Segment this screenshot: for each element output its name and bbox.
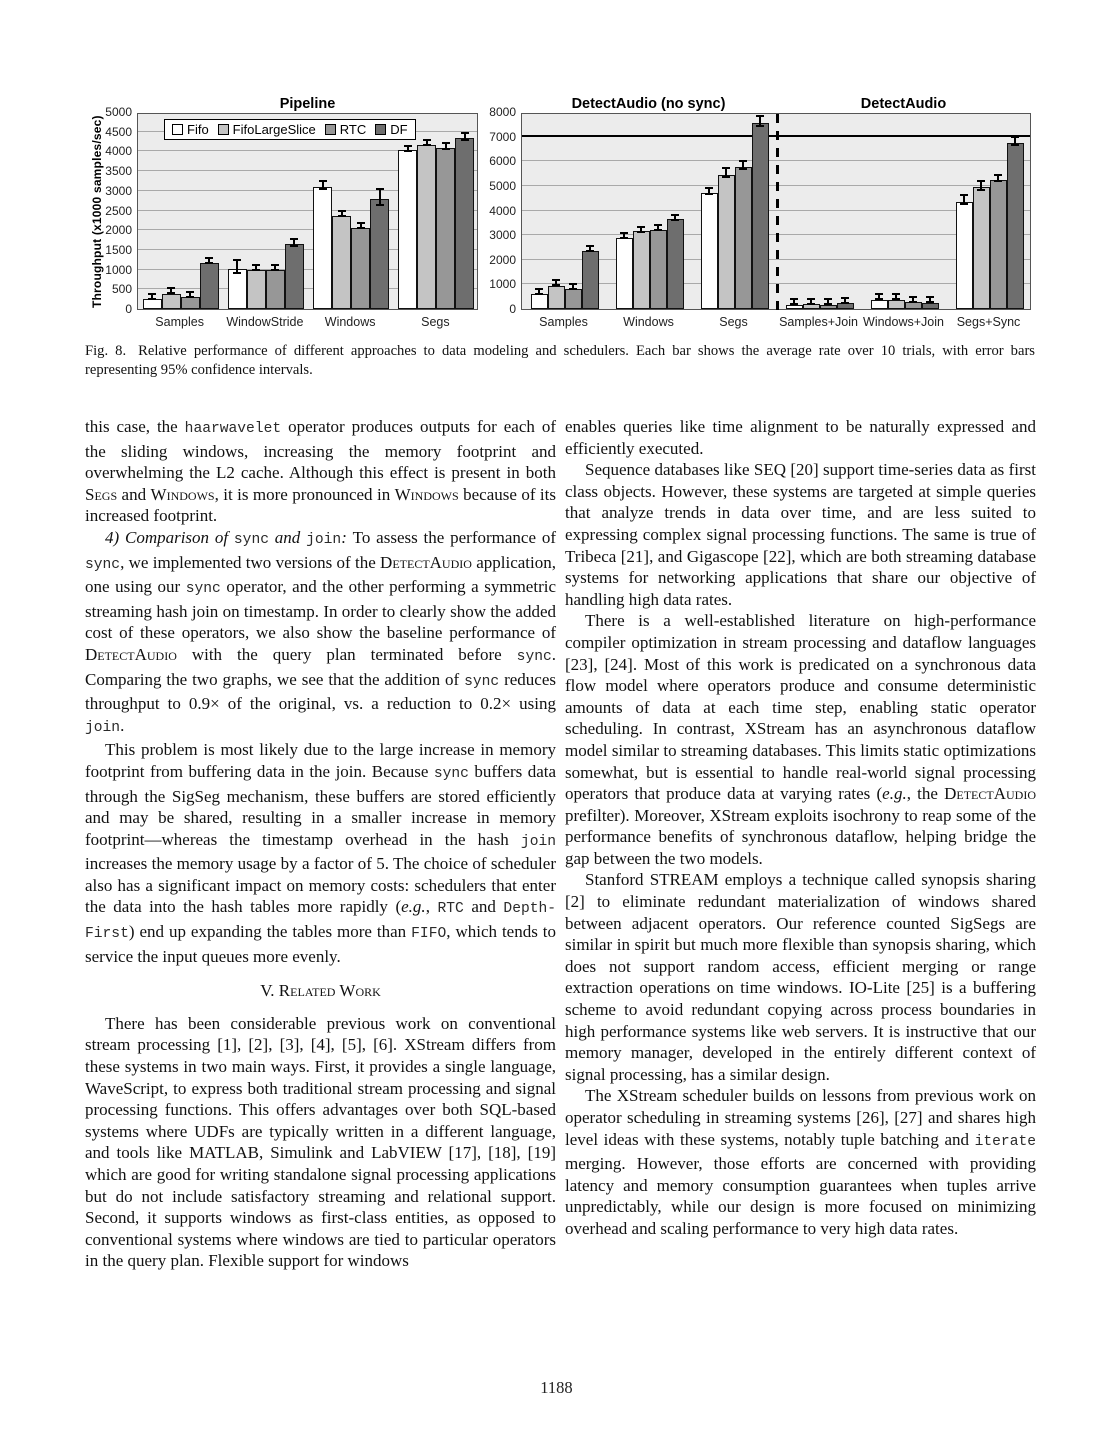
error-bar	[654, 224, 662, 231]
x-category-label: Samples	[155, 315, 204, 329]
legend-item	[172, 122, 209, 137]
text-segment: .	[120, 715, 125, 735]
error-bar	[569, 283, 577, 290]
y-tick-label: 2500	[105, 203, 132, 218]
paragraph	[85, 739, 556, 967]
y-tick-label: 3500	[105, 164, 132, 179]
error-bar	[892, 293, 900, 300]
y-tick-label: 6000	[489, 154, 516, 169]
bar	[752, 123, 769, 309]
bar	[398, 150, 417, 309]
y-tick-label: 0	[125, 302, 132, 316]
text-segment: FIFO	[411, 926, 447, 943]
y-tick-label: 2000	[489, 252, 516, 267]
text-segment: enables queries like time alignment to be naturally expressed and efficiently executed.	[565, 417, 1036, 458]
y-tick-label: 5000	[105, 105, 132, 119]
bar	[786, 305, 803, 309]
error-bar	[671, 214, 679, 221]
text-segment: Depth-First	[85, 901, 557, 943]
y-tick-label: 5000	[489, 178, 516, 193]
error-bar	[357, 222, 365, 229]
legend	[164, 119, 416, 140]
bar	[162, 294, 181, 309]
text-segment: DetectAudio	[85, 644, 177, 664]
error-bar	[423, 139, 431, 147]
legend-label: Fifo	[187, 122, 209, 137]
text-segment: sync	[233, 531, 269, 548]
error-bar	[790, 298, 798, 305]
error-bar	[167, 287, 175, 294]
text-segment: and	[268, 527, 307, 547]
bar	[436, 148, 455, 309]
x-category-label: Samples+Join	[779, 315, 858, 329]
pipeline-chart	[88, 96, 480, 338]
text-segment: because of its increased footprint.	[85, 484, 556, 526]
bar	[803, 304, 820, 309]
text-segment: This problem is most likely due to the large increase in memory footprint from buffering data in the join. Because	[85, 740, 556, 781]
paragraph	[85, 1013, 556, 1272]
text-segment: Windows	[394, 484, 459, 504]
text-segment: Stanford STREAM employs a technique called synopsis sharing [2] to eliminate redundant materialization of windows shared between adjacent operators. Our reference counted SigSegs are similar in spirit but much more flexible than synopsis sharing, which does not support random access, efficient merging or range extraction operations on time windows. IO-Lite [25] is a buffering scheme to avoid redundant copying across process boundaries in high performance systems like web servers. It is instructive that our memory manager, developed in the entirely different context of signal processing, has a similar design.	[565, 870, 1036, 1084]
text-segment: To assess the performance of	[352, 527, 556, 547]
bar	[332, 216, 351, 309]
column-right	[565, 416, 1036, 1240]
chart-title: Pipeline	[279, 96, 336, 112]
bar	[417, 145, 436, 309]
legend-swatch	[218, 124, 229, 135]
bar	[370, 199, 389, 309]
error-bar	[875, 293, 883, 300]
text-segment: DetectAudio	[944, 784, 1036, 804]
error-bar	[994, 174, 1002, 182]
text-segment: sync	[433, 765, 469, 782]
text-segment: Sequence databases like SEQ [20] support time-series data as first class objects. However, these systems are targeted at simple queries that analyze trends in data over time, and are less suited to expressing complex signal processing functions. The same is true of Tribeca [21], and Gigascope [22], which are both streaming database systems for networking applications that share our objective of handling high data rates.	[565, 460, 1036, 609]
bar	[548, 286, 565, 309]
y-tick-label: 8000	[489, 105, 516, 119]
text-segment: increases the memory usage by a factor of 5. The choice of scheduler also has a significant impact on memory costs: schedulers that enter the data into the hash tables more rapidly (	[85, 854, 556, 917]
bar	[616, 238, 633, 309]
text-segment: . Comparing the two graphs, we see that the addition of	[85, 644, 556, 689]
bar	[650, 230, 667, 309]
legend-item	[325, 122, 366, 137]
bar	[871, 300, 888, 309]
text-segment: Related Work	[278, 981, 381, 1001]
bar	[667, 219, 684, 309]
paragraph	[85, 416, 556, 527]
x-category-label: Samples	[539, 315, 588, 329]
text-segment: join	[306, 531, 342, 548]
text-segment: join	[520, 833, 556, 850]
text-segment: Segs	[85, 484, 118, 504]
bar	[181, 297, 200, 309]
bar	[565, 289, 582, 309]
text-segment: sync	[185, 581, 221, 598]
text-segment: sync	[464, 673, 500, 690]
text-segment: RTC	[437, 901, 464, 918]
error-bar	[271, 264, 279, 271]
paragraph	[85, 527, 556, 739]
text-segment: operator produces outputs for each of the sliding windows, increasing the memory footprint and overwhelming the L2 cache. Although this effect is present in both	[85, 417, 556, 483]
bar	[266, 270, 285, 309]
bar	[990, 180, 1007, 309]
legend-swatch	[375, 124, 386, 135]
text-segment: , which tends to service the input queues more evenly.	[85, 922, 557, 966]
bar	[905, 302, 922, 309]
error-bar	[977, 180, 985, 191]
error-bar	[338, 210, 346, 217]
error-bar	[705, 187, 713, 195]
text-segment: 4) Comparison of	[105, 527, 234, 547]
bar	[888, 300, 905, 309]
y-tick-label: 0	[509, 302, 516, 316]
text-segment: V.	[260, 981, 279, 1001]
text-segment: with the query plan terminated before	[176, 644, 517, 664]
legend-item	[218, 122, 316, 137]
x-category-label: Windows+Join	[863, 315, 944, 329]
bar	[228, 269, 247, 309]
y-tick-label: 3000	[105, 183, 132, 198]
y-axis-label: Throughput (x1000 samples/sec)	[90, 115, 104, 308]
text-segment: , the	[906, 784, 945, 804]
plot-area	[521, 113, 1031, 310]
error-bar	[552, 279, 560, 286]
error-bar	[909, 296, 917, 303]
error-bar	[535, 288, 543, 295]
legend-swatch	[325, 124, 336, 135]
text-segment: this case, the	[85, 417, 185, 436]
text-segment: ) end up expanding the tables more than	[128, 922, 412, 942]
text-segment: prefilter). Moreover, XStream exploits isochrony to reap some of the performance benefits of synchronous dataflow, helping bridge the gap between the two models.	[565, 805, 1036, 868]
bar	[285, 244, 304, 309]
legend-item	[375, 122, 407, 137]
x-category-label: Windows	[623, 315, 674, 329]
bar	[1007, 143, 1024, 309]
error-bar	[233, 259, 241, 274]
y-tick-label: 4000	[489, 203, 516, 218]
text-segment: sync	[85, 556, 121, 573]
figure-caption	[85, 342, 1035, 380]
bar	[837, 303, 854, 309]
legend-label: RTC	[339, 122, 367, 137]
x-category-label: Segs+Sync	[956, 315, 1021, 329]
bar	[718, 175, 735, 309]
bar	[247, 270, 266, 309]
text-segment: , we implemented two versions of the	[120, 552, 381, 572]
error-bar	[960, 194, 968, 205]
error-bar	[186, 291, 194, 298]
text-segment: The XStream scheduler builds on lessons from previous work on operator scheduling in streaming systems [26], [27] and shares high level ideas with these systems, notably tuple batching and	[565, 1086, 1036, 1149]
paragraph	[565, 459, 1036, 610]
bar	[143, 299, 162, 309]
page-number: 1188	[540, 1378, 573, 1397]
error-bar	[722, 167, 730, 178]
text-segment: sync	[516, 648, 552, 665]
text-segment: :	[341, 527, 353, 547]
error-bar	[1011, 136, 1019, 145]
bar	[735, 167, 752, 309]
y-tick-label: 3000	[489, 228, 516, 243]
paragraph	[565, 610, 1036, 869]
y-tick-label: 1000	[489, 277, 516, 292]
paragraph	[565, 1085, 1036, 1239]
figure-8	[88, 96, 1036, 338]
legend-swatch	[172, 124, 183, 135]
text-segment: haarwavelet	[184, 421, 282, 437]
error-bar	[376, 188, 384, 205]
error-bar	[205, 257, 213, 264]
error-bar	[637, 226, 645, 233]
y-tick-label: 4500	[105, 124, 132, 139]
text-segment: iterate	[974, 1133, 1036, 1150]
bar	[455, 138, 474, 309]
bar	[633, 231, 650, 309]
text-segment: e.g.	[882, 784, 907, 804]
bar	[582, 251, 599, 309]
text-segment: , it is more pronounced in	[214, 484, 395, 504]
error-bar	[841, 297, 849, 304]
bar	[701, 193, 718, 309]
bar	[531, 294, 548, 309]
y-tick-label: 1500	[105, 242, 132, 257]
error-bar	[148, 293, 156, 300]
text-segment: ,	[425, 897, 438, 917]
text-segment: operator, and the other performing a symmetric streaming hash join on timestamp. In order to clearly show the added cost of these operators, we also show the baseline performance of	[85, 577, 557, 643]
text-segment: There has been considerable previous work on conventional stream processing [1], [2], [3], [4], [5], [6]. XStream differs from these systems in two main ways. First, it provides a single language, WaveScript, to express both traditional stream processing and signal processing functions. This offers advantages over both SQL-based systems where UDFs are typically written in a different language, and tools like MATLAB, Simulink and LabVIEW [17], [18], [19] which are good for writing standalone signal processing applications but do not include satisfactory streaming and relational support. Second, it supports windows as first-class entities, as opposed to conventional systems where windows are tied to particular operators in the query plan. Flexible support for windows	[85, 1013, 556, 1271]
bar	[973, 187, 990, 309]
text-segment: application, one using our	[85, 552, 556, 597]
legend-label: FifoLargeSlice	[232, 122, 316, 137]
error-bar	[252, 264, 260, 271]
error-bar	[739, 160, 747, 170]
y-tick-label: 4000	[105, 144, 132, 159]
x-category-label: Segs	[421, 315, 450, 329]
bar	[313, 187, 332, 309]
column-left	[85, 416, 556, 1272]
paragraph	[565, 869, 1036, 1085]
y-tick-label: 7000	[489, 129, 516, 144]
chart-title-right: DetectAudio	[860, 96, 947, 112]
x-category-label: Segs	[719, 315, 748, 329]
bar	[200, 263, 219, 309]
figure-caption-text: Relative performance of different approaches to data modeling and schedulers. Each bar shows the average rate over 10 trials, with error bars representing 95% confidence intervals.	[85, 343, 1035, 378]
chart-title-left: DetectAudio (no sync)	[571, 96, 726, 112]
error-bar	[461, 132, 469, 140]
bar	[820, 305, 837, 309]
text-segment: Windows	[150, 484, 215, 504]
y-tick-label: 500	[111, 282, 132, 297]
legend-label: DF	[390, 122, 408, 137]
error-bar	[620, 232, 628, 239]
text-segment: and	[117, 484, 151, 504]
y-tick-label: 1000	[105, 262, 132, 277]
error-bar	[756, 115, 764, 127]
text-segment: join	[85, 719, 121, 736]
text-segment: DetectAudio	[380, 552, 472, 572]
text-segment: buffers data through the SigSeg mechanism, these buffers are stored efficiently and may be shared, resulting in a smaller increase in memory footprint—whereas the timestamp overhead in the hash	[85, 761, 557, 849]
error-bar	[404, 145, 412, 152]
error-bar	[319, 180, 327, 190]
error-bar	[586, 245, 594, 252]
detectaudio-chart	[486, 96, 1036, 338]
section-heading	[85, 980, 556, 1002]
error-bar	[824, 298, 832, 305]
y-tick-label: 2000	[105, 223, 132, 238]
text-segment: reduces throughput to 0.9× of the original, vs. a reduction to 0.2× using	[85, 669, 556, 714]
bar	[956, 202, 973, 309]
text-segment: e.g.	[401, 897, 426, 917]
plot-area	[137, 113, 478, 310]
text-segment: merging. However, those efforts are concerned with providing latency and memory consumption guarantees when tuples arrive unpredictably, while our design is more focused on minimizing overhead and scaling performance to very high data rates.	[565, 1154, 1036, 1238]
x-category-label: WindowStride	[226, 315, 304, 329]
paragraph	[565, 416, 1036, 459]
bar	[922, 303, 939, 309]
error-bar	[442, 142, 450, 150]
error-bar	[926, 296, 934, 303]
figure-caption-label: Fig. 8.	[85, 343, 127, 359]
bar	[351, 228, 370, 309]
text-segment: and	[463, 897, 504, 917]
x-category-label: Windows	[324, 315, 376, 329]
text-segment: There is a well-established literature on high-performance compiler optimization in stream processing and dataflow languages [23], [24]. Most of this work is predicated on a synchronous data flow model where operators produce and consume deterministic amounts of data at each time step, enabling static operator scheduling. In contrast, XStream has an asynchronous dataflow model similar to streaming databases. This limits static optimizations somewhat, but is essential to handle real-world signal processing operators that produce data at varying rates (	[565, 611, 1036, 804]
divider-line	[776, 114, 779, 311]
error-bar	[290, 238, 298, 248]
error-bar	[807, 298, 815, 305]
